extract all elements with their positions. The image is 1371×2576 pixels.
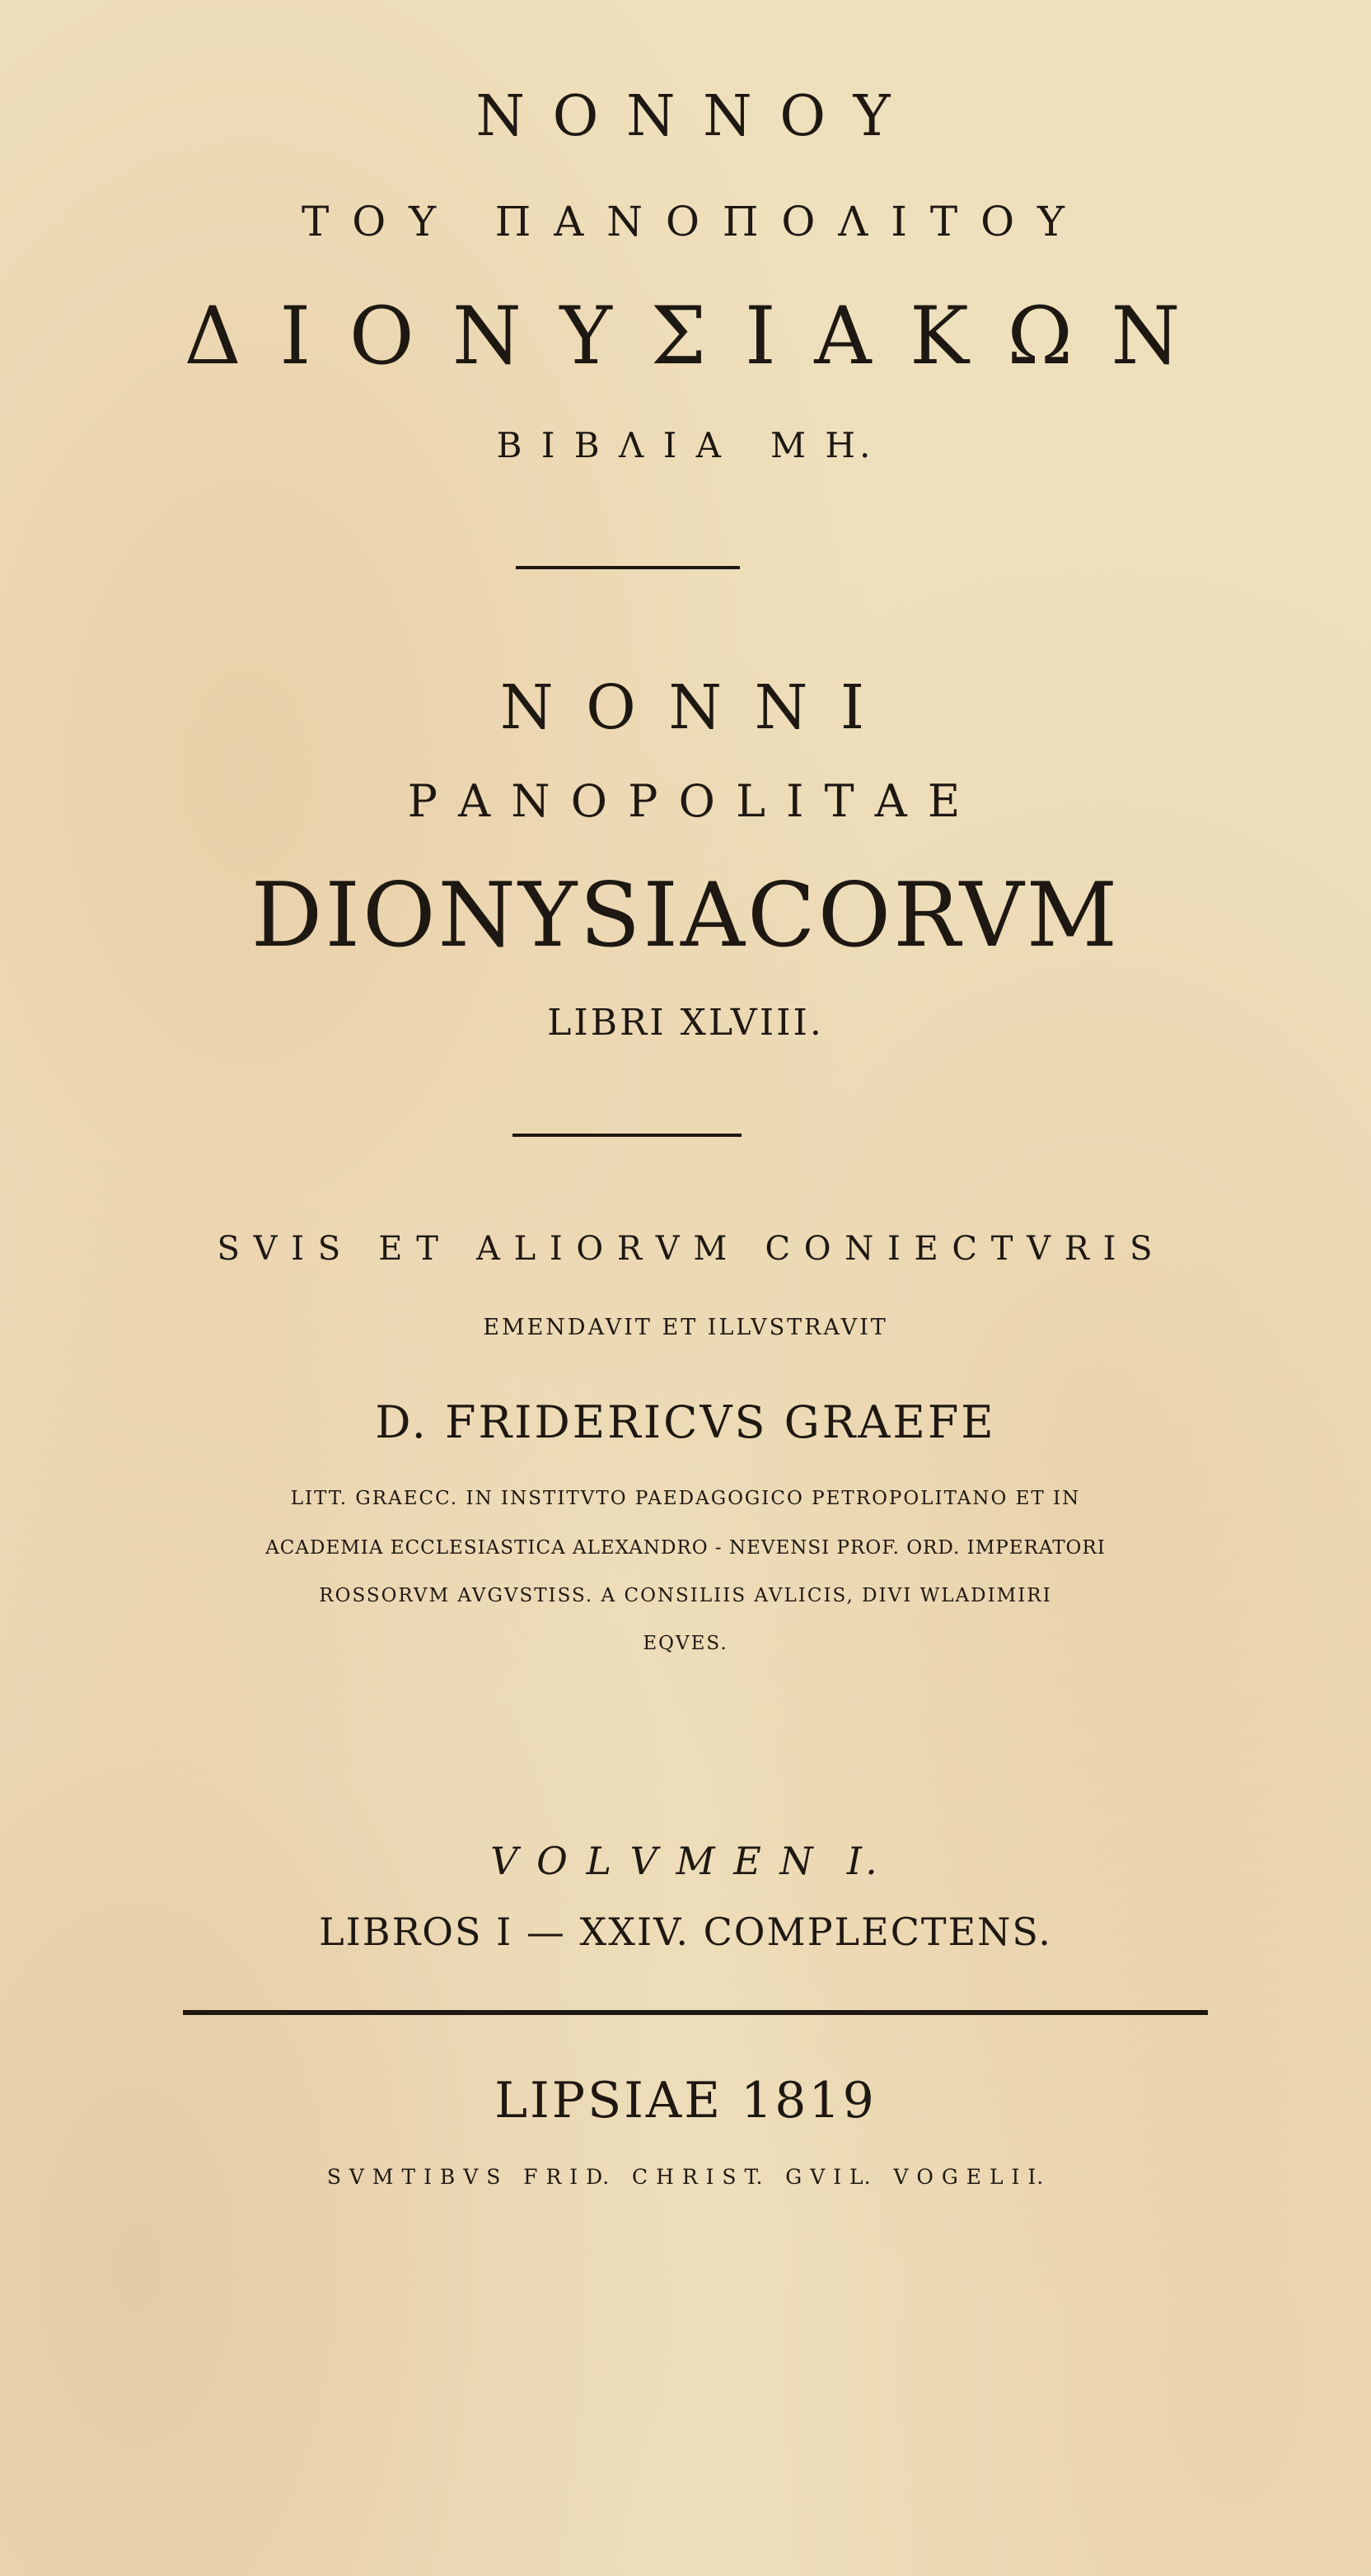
imprint-rule <box>183 2010 1208 2015</box>
editor-credentials-line-3: ROSSORVM AVGVSTISS. A CONSILIIS AVLICIS, DIVI WLADIMIRI <box>319 1585 1052 1606</box>
emendavit-line: EMENDAVIT ET ILLVSTRAVIT <box>483 1315 888 1340</box>
greek-author-origin: Τ Ο Υ Π Α Ν Ο Π Ο Λ Ι Τ Ο Υ <box>301 198 1069 245</box>
editor-name: D. FRIDERICVS GRAEFE <box>375 1396 996 1448</box>
imprint-place-year: LIPSIAE 1819 <box>494 2072 877 2130</box>
latin-work-title: DIONYSIACORVM <box>250 864 1121 967</box>
conjectures-line: S V I S E T A L I O R V M C O N I E C T V R I S <box>217 1230 1154 1268</box>
volume-label: V O L V M E N I. <box>490 1839 881 1883</box>
editor-credentials-line-1: LITT. GRAECC. IN INSTITVTO PAEDAGOGICO PETROPOLITANO ET IN <box>290 1488 1081 1509</box>
greek-work-title: Δ Ι Ο Ν Υ Σ Ι Α Κ Ω Ν <box>184 290 1187 382</box>
greek-author-name: Ν Ο Ν Ν Ο Υ <box>475 84 896 149</box>
editor-credentials-line-4: EQVES. <box>643 1633 728 1654</box>
latin-author-name: N O N N I <box>499 672 872 743</box>
ornamental-rule-2 <box>512 1134 742 1137</box>
imprint-publisher: S V M T I B V S F R I D. C H R I S T. G V I L. V O G E L I I. <box>326 2165 1045 2189</box>
latin-author-origin: P A N O P O L I T A E <box>407 775 964 827</box>
volume-contents: LIBROS I — XXIV. COMPLECTENS. <box>319 1910 1052 1954</box>
editor-credentials-line-2: ACADEMIA ECCLESIASTICA ALEXANDRO - NEVENSI PROF. ORD. IMPERATORI <box>265 1537 1106 1559</box>
latin-book-count: LIBRI XLVIII. <box>547 1002 824 1044</box>
ornamental-rule-1 <box>516 566 740 569</box>
greek-book-count: Β Ι Β Λ Ι Α Μ Η. <box>496 425 875 465</box>
